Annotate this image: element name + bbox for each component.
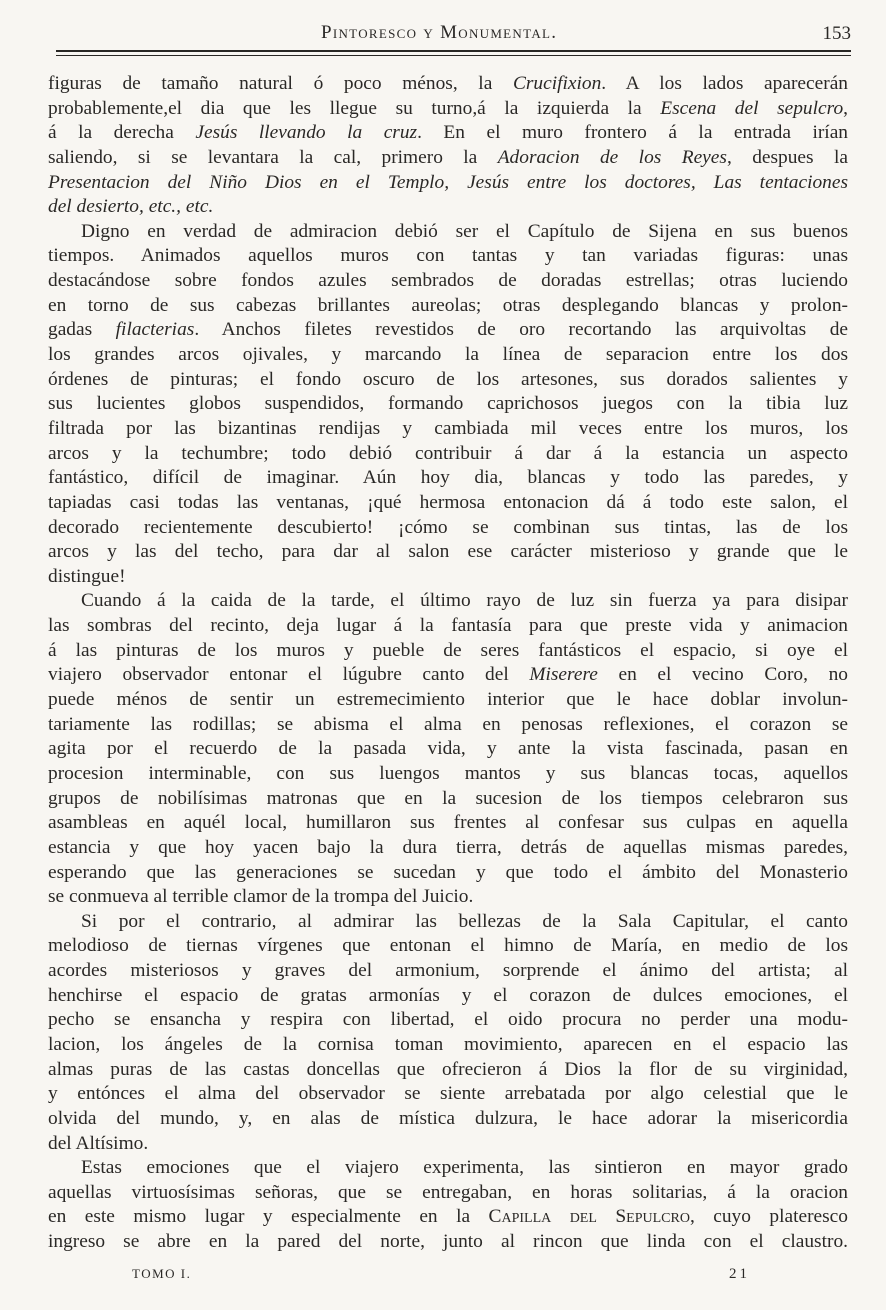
italic-text: Crucifixion [512,73,602,94]
header-rule-thin [56,55,851,56]
footer-sheet-number: 21 [729,1266,750,1282]
text-line [48,589,848,614]
text-segment: lacion, los ángeles de la cornisa toman movimiento, aparecen en el espacio las [48,1033,848,1055]
text-segment: distingue! [48,565,126,587]
text-line [48,639,848,664]
text-line [48,910,848,935]
text-line [48,1033,848,1058]
text-line [48,417,848,442]
text-line [48,1107,848,1132]
text-segment: tapiadas casi todas las ventanas, ¡qué hermosa entonacion dá á todo este salon, el [48,491,848,513]
text-line [48,72,848,97]
text-segment: . Anchos filetes revestidos de oro recortando las arquivoltas de [194,319,849,341]
text-line [48,934,848,959]
page-header [56,20,851,48]
text-line [48,146,848,171]
text-segment: henchirse el espacio de gratas armonías y el corazon de dulces emociones, el [48,984,848,1006]
italic-text: Jesús llevando la cruz [195,122,418,144]
text-segment: figuras de tamaño natural ó poco ménos, la [48,73,513,94]
text-line [48,861,848,886]
text-segment: en torno de sus cabezas brillantes aureolas; otras desplegando blancas y prolon- [48,294,848,316]
text-line [48,368,848,393]
small-caps-text: Capilla del Sepulcro [488,1206,690,1228]
text-line [48,392,848,417]
text-segment: sus lucientes globos suspendidos, formando caprichosos juegos con la tibia luz [48,393,848,415]
running-title: Pintoresco y Monumental. [321,22,558,43]
text-segment: fantástico, difícil de imaginar. Aún hoy dia, blancas y todo las paredes, y [48,467,848,489]
text-line [48,1132,848,1157]
text-line [48,1008,848,1033]
text-segment: saliendo, si se levantara la cal, primero la [48,146,498,168]
text-line [48,836,848,861]
text-line [48,121,848,146]
text-segment: grupos de nobilísimas matronas que en la sucesion de los tiempos celebraron sus [48,787,848,809]
text-segment: asambleas en aquél local, humillaron sus frentes al confesar sus culpas en aquella [48,812,848,834]
header-rule-thick [56,50,851,52]
text-segment: esperando que las generaciones se sucedan y que todo el ámbito del Monasterio [48,861,848,883]
text-segment: y entónces el alma del observador se siente arrebatada por algo celestial que le [48,1083,848,1105]
text-line [48,614,848,639]
text-segment: pecho se ensancha y respira con libertad, el oido procura no perder una modu- [48,1009,848,1031]
italic-text: Miserere [529,664,598,686]
text-segment: órdenes de pinturas; el fondo oscuro de los artesones, sus dorados salientes y [48,368,848,390]
text-segment: ingreso se abre en la pared del norte, junto al rincon que linda con el claustro. [48,1231,848,1253]
italic-text: Adoracion de los Reyes [497,146,727,168]
text-line [48,442,848,467]
text-line [48,762,848,787]
text-segment: á la derecha [48,122,196,144]
text-line [48,688,848,713]
text-segment: en este mismo lugar y especialmente en la [48,1206,489,1228]
text-segment: Cuando á la caida de la tarde, el último rayo de luz sin fuerza ya para disipar [81,590,848,612]
text-segment: melodioso de tiernas vírgenes que entonan el himno de María, en medio de los [48,935,848,957]
italic-text: Presentacion del Niño Dios en el Templo, Jesús entre los doctores, Las tentaciones [48,171,848,193]
text-line [48,195,848,220]
text-line [48,318,848,343]
text-segment: tariamente las rodillas; se abisma el alma en penosas reflexiones, el corazon se [48,713,848,735]
text-segment: agita por el recuerdo de la pasada vida, y ante la vista fascinada, pasan en [48,738,848,760]
text-segment: , [843,97,848,119]
text-line [48,466,848,491]
text-line [48,1205,848,1230]
text-line [48,491,848,516]
italic-text: del desierto, etc., etc. [48,196,214,218]
italic-text: filacterias [115,319,195,341]
text-segment: aquellas virtuosísimas señoras, que se entregaban, en horas solitarias, á la oracion [48,1181,848,1203]
text-line [48,1082,848,1107]
text-line [48,1230,848,1255]
text-segment: arcos y las del techo, para dar al salon ese carácter misterioso y grande que le [48,541,848,563]
text-segment: en el vecino Coro, no [597,664,848,686]
text-segment: . A los lados aparecerán [601,73,848,94]
text-segment: tiempos. Animados aquellos muros con tantas y tan variadas figuras: unas [48,245,848,267]
text-line [48,244,848,269]
text-line [48,171,848,196]
text-segment: del Altísimo. [48,1132,149,1154]
text-segment: , despues la [726,146,848,168]
text-line [48,1058,848,1083]
text-segment: acordes misteriosos y graves del armonium, sorprende el ánimo del artista; al [48,960,848,982]
text-line [48,1181,848,1206]
text-line [48,97,848,122]
text-segment: arcos y la techumbre; todo debió contribuir á dar á la estancia un aspecto [48,442,848,464]
text-line [48,269,848,294]
text-line [48,713,848,738]
text-segment: Si por el contrario, al admirar las bellezas de la Sala Capitular, el canto [81,910,848,932]
text-line [48,737,848,762]
text-segment: destacándose sobre fondos azules sembrados de doradas estrellas; otras luciendo [48,270,848,292]
text-segment: puede ménos de sentir un estremecimiento interior que le hace doblar involun- [48,689,848,711]
text-segment: almas puras de las castas doncellas que ofrecieron á Dios la flor de su virginidad, [48,1058,848,1080]
text-segment: viajero observador entonar el lúgubre canto del [48,664,530,686]
text-line [48,540,848,565]
text-segment: . En el muro frontero á la entrada irían [417,122,848,144]
text-line [48,811,848,836]
page-number: 153 [822,23,851,44]
body-text [48,72,848,1255]
footer-signature: TOMO I. [132,1266,192,1281]
text-segment: decorado recientemente descubierto! ¡cómo se combinan sus tintas, las de los [48,516,848,538]
text-segment: estancia y que hoy yacen bajo la dura tierra, detrás de aquellas mismas paredes, [48,836,848,858]
text-segment: probablemente,el dia que les llegue su turno,á la izquierda la [48,97,661,119]
text-segment: olvida del mundo, y, en alas de mística dulzura, le hace adorar la misericordia [48,1107,848,1129]
text-line [48,787,848,812]
text-segment: procesion interminable, con sus luengos mantos y sus blancas tocas, aquellos [48,762,848,784]
text-segment: Digno en verdad de admiracion debió ser el Capítulo de Sijena en sus buenos [81,220,848,242]
text-line [48,220,848,245]
text-line [48,984,848,1009]
text-segment: , cuyo plateresco [689,1206,848,1228]
text-segment: gadas [48,319,116,341]
text-segment: Estas emociones que el viajero experimenta, las sintieron en mayor grado [81,1157,848,1179]
text-line [48,565,848,590]
text-segment: se conmueva al terrible clamor de la trompa del Juicio. [48,886,474,908]
text-segment: las sombras del recinto, deja lugar á la fantasía para que preste vida y animacion [48,615,848,637]
text-line [48,516,848,541]
text-line [48,885,848,910]
text-line [48,343,848,368]
italic-text: Escena del sepulcro [660,97,844,119]
text-segment: á las pinturas de los muros y pueble de seres fantásticos el espacio, si oye el [48,639,848,661]
text-line [48,1156,848,1181]
text-segment: los grandes arcos ojivales, y marcando la línea de separacion entre los dos [48,344,848,366]
text-line [48,294,848,319]
text-line [48,663,848,688]
text-line [48,959,848,984]
text-segment: filtrada por las bizantinas rendijas y cambiada mil veces entre los muros, los [48,417,848,439]
